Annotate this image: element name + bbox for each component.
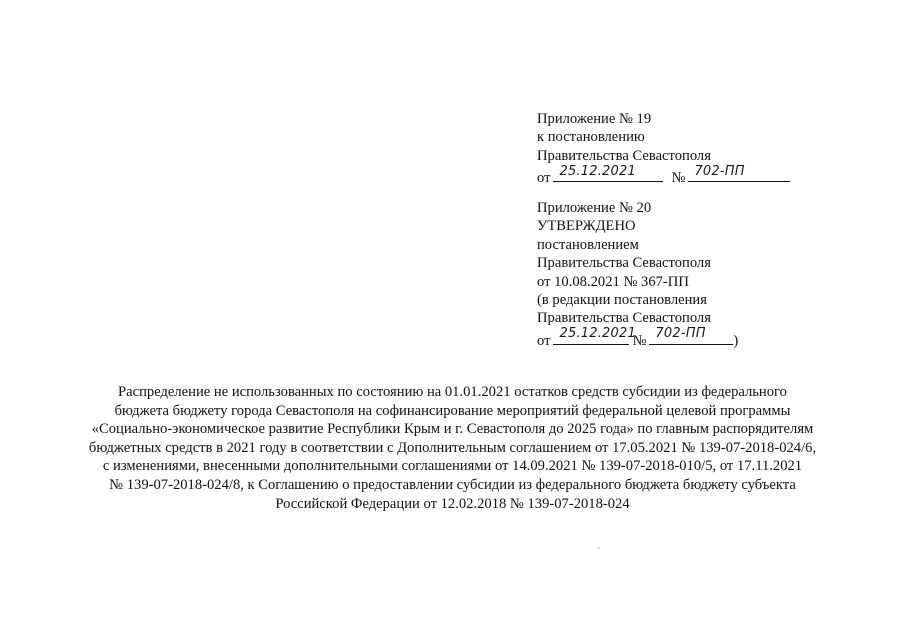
- annex-20-date-field: [553, 326, 636, 345]
- annex-19-line-2: к постановлению: [537, 129, 645, 146]
- annex-19-block: [537, 110, 790, 188]
- title-line-3: «Социально-экономическое развитие Республики Крым и г. Севастополя до 2025 года» по главным распорядителям: [91, 421, 814, 438]
- annex-20-block: [537, 199, 738, 350]
- annex-19-number-handwritten: 702-ПП: [694, 163, 745, 179]
- annex-20-line-7: Правительства Севастополя: [537, 310, 711, 327]
- annex-20-date-number-line: [537, 328, 738, 350]
- annex-20-number-field: [649, 328, 733, 345]
- title-line-1: Распределение не использованных по состоянию на 01.01.2021 остатков средств субсидии из федерального: [118, 384, 787, 400]
- distribution-title: [75, 383, 830, 513]
- title-line-2: бюджета бюджету города Севастополя на софинансирование мероприятий федеральной целевой программы: [114, 402, 791, 419]
- annex-19-number-prefix: №: [671, 170, 686, 187]
- annex-20-line-6: (в редакции постановления: [537, 292, 707, 309]
- annex-19-heading: Приложение № 19: [537, 111, 652, 127]
- annex-20-number-prefix: №: [632, 332, 647, 349]
- title-line-7: Российской Федерации от 12.02.2018 № 139-07-2018-024: [275, 495, 630, 512]
- annex-19-date-prefix: от: [537, 170, 551, 187]
- scan-speck: [598, 547, 600, 549]
- annex-19-date-field: [553, 165, 663, 182]
- annex-19-line-3: Правительства Севастополя: [537, 147, 711, 164]
- annex-20-heading: Приложение № 20: [537, 200, 652, 216]
- annex-20-number-handwritten: 702-ПП: [655, 326, 706, 342]
- annex-20-line-4: Правительства Севастополя: [537, 255, 711, 272]
- annex-20-close-paren: ): [733, 332, 739, 349]
- annex-20-date-handwritten: 25.12.2021: [559, 326, 636, 342]
- annex-19-number-field: [688, 165, 790, 182]
- title-line-6: № 139-07-2018-024/8, к Соглашению о предоставлении субсидии из федерального бюджета бюджету субъекта: [109, 476, 796, 493]
- annex-20-date-prefix: от: [537, 332, 551, 349]
- title-line-5: с изменениями, внесенными дополнительными соглашениями от 14.09.2021 № 139-07-2018-010/5, от 17.11.2021: [102, 458, 803, 475]
- annex-20-approved: УТВЕРЖДЕНО: [537, 218, 636, 235]
- annex-19-date-number-line: [537, 165, 790, 187]
- annex-20-line-3: постановлением: [537, 236, 639, 253]
- annex-19-date-handwritten: 25.12.2021: [559, 163, 636, 179]
- title-line-4: бюджетных средств в 2021 году в соответствии с Дополнительным соглашением от 17.05.2021 № 139-07-2018-024/6,: [88, 439, 817, 456]
- annex-20-line-5: от 10.08.2021 № 367-ПП: [537, 273, 689, 290]
